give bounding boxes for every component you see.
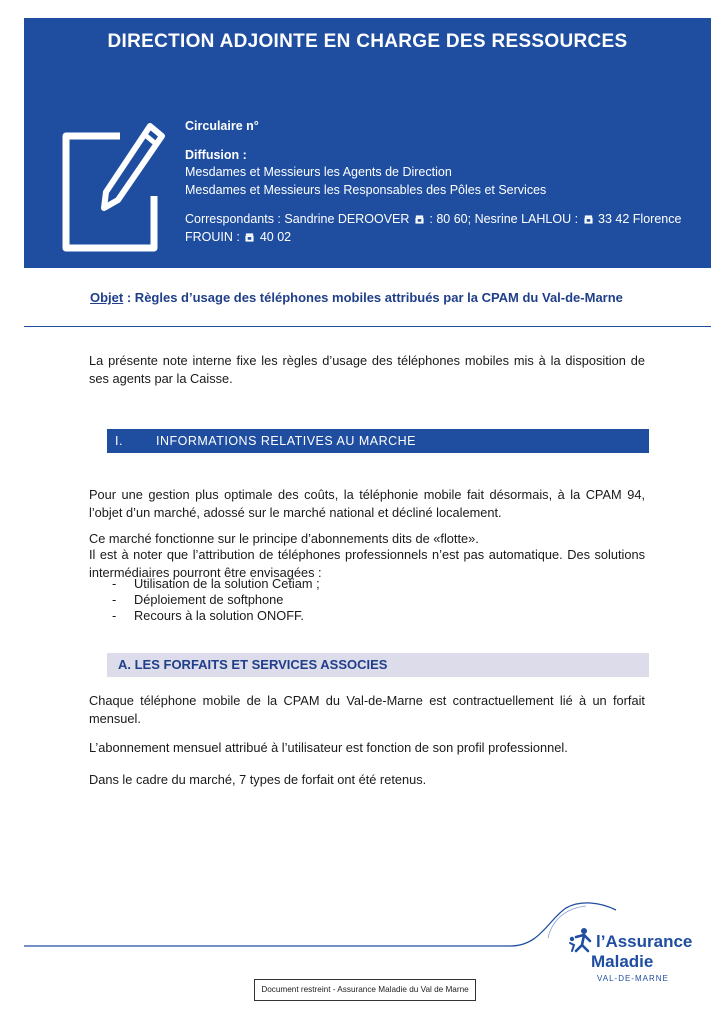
list-item: - Utilisation de la solution Cetiam ; xyxy=(112,576,320,591)
phone-icon xyxy=(245,233,254,242)
edit-pen-icon xyxy=(60,118,170,258)
header-title: DIRECTION ADJOINTE EN CHARGE DES RESSOURCES xyxy=(107,31,628,52)
intro-paragraph: La présente note interne fixe les règles d’usage des téléphones mobiles mis à la disposition de ses agents par la Caisse. xyxy=(89,353,645,386)
section-1-heading xyxy=(107,429,649,453)
correspondants-line-2: FROUIN : 40 02 xyxy=(185,230,292,244)
objet-text: : Règles d’usage des téléphones mobiles attribués par la CPAM du Val-de-Marne xyxy=(126,290,623,305)
section-1-title: INFORMATIONS RELATIVES AU MARCHE xyxy=(156,434,417,448)
diffusion-label: Diffusion : xyxy=(185,148,247,162)
section-1-paragraph-3: Il est à noter que l’attribution de téléphones professionnels n’est pas automatique. Des solutions intermédiaires pourront être envisagées : xyxy=(89,547,645,580)
phone-icon xyxy=(415,215,424,224)
objet-label: Objet xyxy=(90,290,124,305)
section-a-paragraph-1: Chaque téléphone mobile de la CPAM du Val-de-Marne est contractuellement lié à un forfait mensuel. xyxy=(89,693,645,726)
logo-region: VAL-DE-MARNE xyxy=(597,974,669,983)
phone-icon xyxy=(584,215,593,224)
list-item: - Recours à la solution ONOFF. xyxy=(112,608,304,623)
diffusion-line-2: Mesdames et Messieurs les Responsables des Pôles et Services xyxy=(185,183,547,197)
circulaire-label: Circulaire n° xyxy=(185,119,259,133)
objet-divider xyxy=(24,326,711,327)
section-1-number: I. xyxy=(115,434,123,448)
section-a-paragraph-3: Dans le cadre du marché, 7 types de forfait ont été retenus. xyxy=(89,772,427,787)
diffusion-line-1: Mesdames et Messieurs les Agents de Direction xyxy=(185,165,452,179)
solutions-list xyxy=(112,576,320,624)
assurance-maladie-logo-icon xyxy=(566,925,596,955)
section-1-paragraph-1: Pour une gestion plus optimale des coûts, la téléphonie mobile fait désormais, à la CPAM 94, l’objet d’un marché, adossé sur le marché national et décliné localement. xyxy=(89,487,645,520)
correspondants-line-1: Correspondants : Sandrine DEROOVER : 80 60; Nesrine LAHLOU : 33 42 Florence xyxy=(185,212,682,226)
section-a-heading xyxy=(107,653,649,677)
section-1-paragraph-2: Ce marché fonctionne sur le principe d’abonnements dits de «flotte». xyxy=(89,531,479,546)
footer-notice: Document restreint - Assurance Maladie du Val de Marne xyxy=(254,979,476,1001)
objet-line xyxy=(90,290,623,305)
logo-text-maladie: Maladie xyxy=(591,952,654,971)
list-item: - Déploiement de softphone xyxy=(112,592,284,607)
section-a-paragraph-2: L’abonnement mensuel attribué à l’utilisateur est fonction de son profil professionnel. xyxy=(89,740,568,755)
logo-text-assurance: l’Assurance xyxy=(596,932,693,951)
section-a-title: A. LES FORFAITS ET SERVICES ASSOCIES xyxy=(118,657,388,672)
header-banner xyxy=(24,18,711,268)
